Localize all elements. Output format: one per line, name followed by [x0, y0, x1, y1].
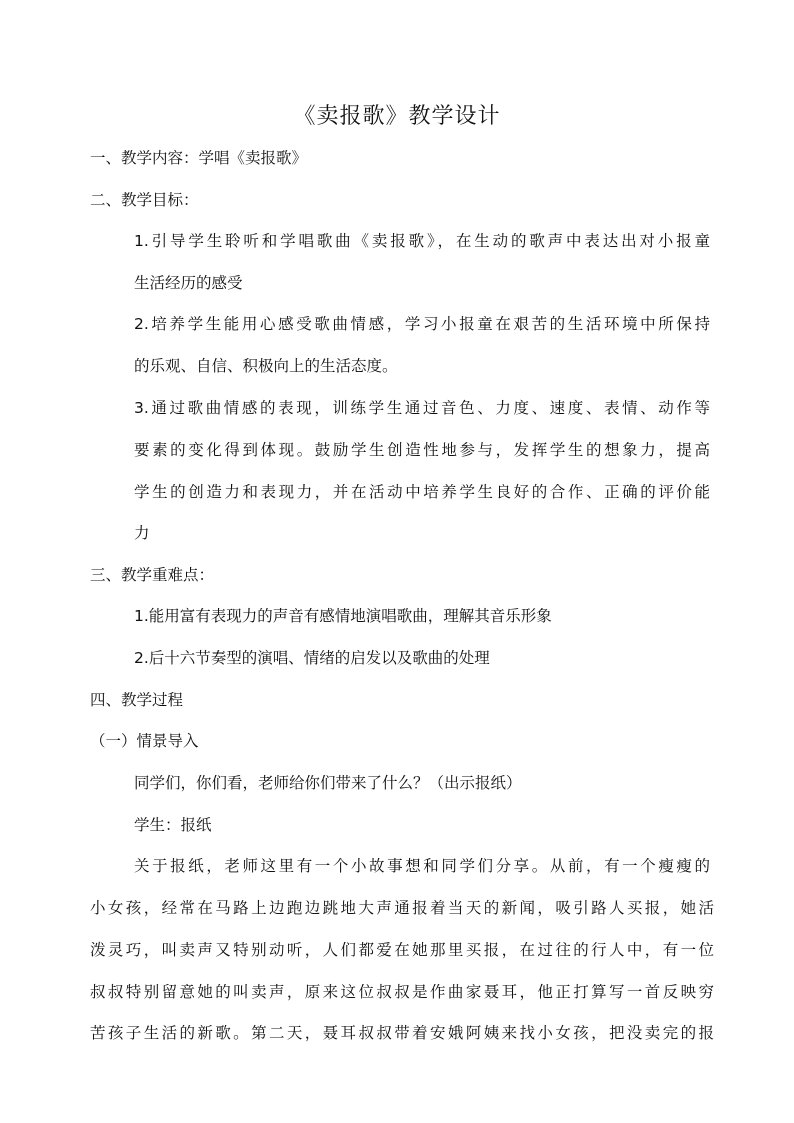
objective-1-line-2: 生活经历的感受 — [134, 274, 243, 292]
objective-2-line-1: 2.培养学生能用心感受歌曲情感，学习小报童在艰苦的生活环境中所保持 — [134, 315, 710, 333]
key-point-1: 1.能用富有表现力的声音有感情地演唱歌曲，理解其音乐形象 — [134, 607, 552, 625]
objective-1-line-1: 1.引导学生聆听和学唱歌曲《卖报歌》，在生动的歌声中表达出对小报童 — [134, 232, 710, 250]
subsection-heading-intro: （一）情景导入 — [90, 732, 199, 750]
objective-3-line-4: 力 — [134, 524, 150, 542]
section-heading-content: 一、教学内容：学唱《卖报歌》 — [90, 149, 308, 167]
intro-teacher-line: 同学们，你们看，老师给你们带来了什么？（出示报纸） — [134, 774, 522, 792]
section-heading-key-points: 三、教学重难点： — [90, 566, 215, 584]
objective-2-line-2: 的乐观、自信、积极向上的生活态度。 — [134, 357, 398, 375]
story-line-3: 泼灵巧，叫卖声又特别动听，人们都爱在她那里买报，在过往的行人中，有一位 — [90, 941, 714, 959]
story-line-1: 关于报纸，老师这里有一个小故事想和同学们分享。从前，有一个瘦瘦的 — [134, 857, 710, 875]
objective-3-line-2: 要素的变化得到体现。鼓励学生创造性地参与，发挥学生的想象力，提高 — [134, 441, 710, 459]
intro-student-line: 学生：报纸 — [134, 816, 212, 834]
story-line-2: 小女孩，经常在马路上边跑边跳地大声通报着当天的新闻，吸引路人买报，她活 — [90, 899, 714, 917]
story-line-4: 叔叔特别留意她的叫卖声，原来这位叔叔是作曲家聂耳，他正打算写一首反映穷 — [90, 983, 714, 1001]
document-title: 《卖报歌》教学设计 — [293, 104, 501, 129]
objective-3-line-1: 3.通过歌曲情感的表现，训练学生通过音色、力度、速度、表情、动作等 — [134, 399, 710, 417]
story-line-5: 苦孩子生活的新歌。第二天，聂耳叔叔带着安娥阿姨来找小女孩，把没卖完的报 — [90, 1024, 714, 1042]
key-point-2: 2.后十六节奏型的演唱、情绪的启发以及歌曲的处理 — [134, 649, 490, 667]
section-heading-objectives: 二、教学目标： — [90, 191, 199, 209]
objective-3-line-3: 学生的创造力和表现力，并在活动中培养学生良好的合作、正确的评价能 — [134, 483, 710, 501]
section-heading-process: 四、教学过程 — [90, 691, 184, 709]
